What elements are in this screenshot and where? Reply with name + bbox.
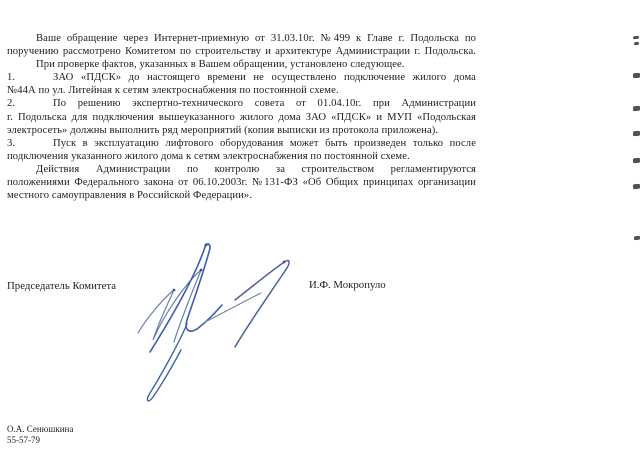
body-line: местного самоуправления в Российской Федерации».	[7, 190, 253, 202]
body-line: 2. По решению экспертно-технического совета от 01.04.10г. при Администрации	[7, 98, 476, 110]
body-line: При проверке фактов, указанных в Вашем обращении, установлено следующее.	[36, 59, 405, 71]
executor-block	[7, 424, 73, 446]
scan-artifact-mark	[634, 42, 639, 45]
body-line: поручению рассмотрено Комитетом по строительству и архитектуре Администрации г. Подольска.	[7, 46, 476, 58]
scan-artifact-mark	[633, 158, 640, 163]
body-line: подключения указанного жилого дома к сетям электроснабжения по постоянной схеме.	[7, 150, 410, 162]
body-line: 1. ЗАО «ПДСК» до настоящего времени не осуществлено подключение жилого дома	[7, 72, 476, 84]
body-line: Действия Администрации по контролю за строительством регламентируются	[36, 163, 476, 175]
body-line: г. Подольска для подключения вышеуказанного жилого дома ЗАО «ПДСК» и МУП «Подольская	[7, 111, 476, 123]
body-line: №44А по ул. Литейная к сетям электроснабжения по постоянной схеме.	[7, 85, 339, 97]
scan-artifact-mark	[633, 106, 640, 111]
executor-phone: 55-57-79	[7, 435, 40, 445]
scan-artifact-mark	[634, 236, 640, 240]
signer-role: Председатель Комитета	[7, 280, 117, 292]
signer-name: И.Ф. Мокропуло	[309, 279, 386, 291]
executor-name: О.А. Сенюшкина	[7, 424, 74, 434]
letter-body	[7, 32, 476, 202]
body-line: положениями Федерального закона от 06.10.2003г. №131-ФЗ «Об Общих принципах организации	[7, 177, 476, 189]
body-line: электросеть» должны выполнить ряд мероприятий (копия выписки из протокола приложена).	[7, 124, 439, 136]
scan-artifact-mark	[633, 131, 640, 136]
list-number: 1.	[7, 72, 16, 84]
body-line: 3. Пуск в эксплуатацию лифтового оборудования может быть произведен только после	[7, 137, 476, 149]
handwritten-signature-icon	[123, 237, 301, 407]
list-number: 2.	[7, 98, 16, 110]
scan-artifact-mark	[633, 36, 639, 39]
scan-artifact-mark	[633, 73, 640, 78]
list-number: 3.	[7, 137, 16, 149]
scan-artifact-mark	[633, 184, 640, 189]
body-line: Ваше обращение через Интернет-приемную от 31.03.10г. №499 к Главе г. Подольска по	[36, 33, 476, 44]
